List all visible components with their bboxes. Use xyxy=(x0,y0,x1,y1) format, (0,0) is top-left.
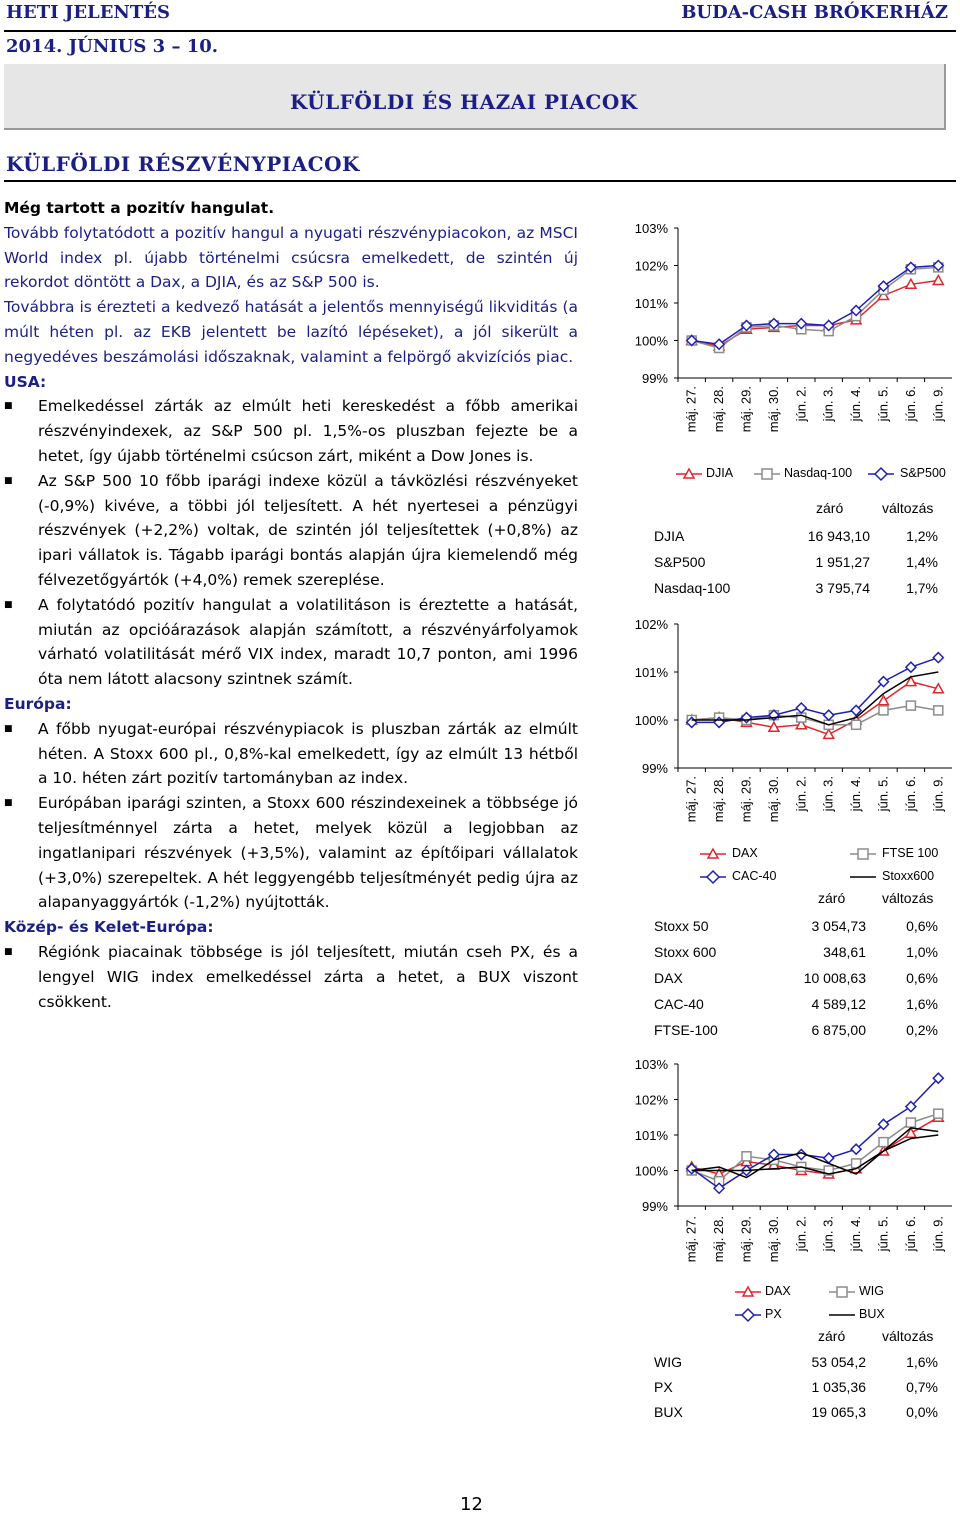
x-tick-label: jún. 5. xyxy=(875,776,891,812)
legend-label-wig: WIG xyxy=(859,1284,884,1298)
europe-chart-legend xyxy=(700,844,960,888)
table-header-row xyxy=(600,1328,960,1348)
article-headline: Még tartott a pozitív hangulat. xyxy=(4,199,275,217)
x-tick-label: jún. 2. xyxy=(793,1216,809,1252)
x-tick-label: jún. 6. xyxy=(902,386,918,422)
europe-index-table xyxy=(600,890,960,1050)
usa-bullet: ■ Az S&P 500 10 főbb iparági indexe közül a távközlési részvényeket (-0,9%) kivéve, a többi jól teljesített. A hét nyertesei a pénzügyi részvények (+2,2%) voltak, de szintén jól teljesítettek (+0,8%) az ipari vállatok is. Tágabb iparági bontás alapján újra kiemelendő még félvezetőgyártók (+4,0%) remek szereplése. xyxy=(4,469,578,593)
x-tick-label: jún. 5. xyxy=(875,386,891,422)
x-tick-label: jún. 4. xyxy=(848,386,864,422)
header-change: változás xyxy=(882,1328,934,1344)
data-point xyxy=(933,276,943,285)
data-point xyxy=(906,677,916,686)
index-change: 0,2% xyxy=(906,1022,938,1038)
us-index-table xyxy=(600,500,960,610)
legend-square-icon xyxy=(837,1287,847,1297)
index-name: PX xyxy=(654,1379,673,1395)
usa-bullet: ■ Emelkedéssel zárták az elmúlt heti kereskedést a főbb amerikai részvényindexek, az S&P 500 pl. 1,5%-os pluszban fejezte be a hetet, így újabb történelmi csúcson zárt, miként a Dow Jones is. xyxy=(4,394,578,468)
table-row xyxy=(600,1354,960,1374)
legend-label-bux: BUX xyxy=(859,1307,885,1321)
index-name: DJIA xyxy=(654,528,685,544)
y-tick-label: 101% xyxy=(634,665,668,680)
y-tick-label: 101% xyxy=(634,296,668,311)
data-point xyxy=(934,1109,943,1118)
us-chart-legend xyxy=(676,464,956,484)
us-index-chart-svg xyxy=(600,210,960,450)
subsection-rule xyxy=(4,180,956,182)
y-tick-label: 100% xyxy=(634,713,668,728)
x-tick-label: jún. 4. xyxy=(848,1216,864,1252)
legend-square-icon xyxy=(858,849,868,859)
y-tick-label: 100% xyxy=(634,1163,668,1179)
x-tick-label: máj. 29. xyxy=(738,386,754,433)
cee-index-table xyxy=(600,1328,960,1428)
x-tick-label: jún. 6. xyxy=(902,1216,918,1252)
data-point xyxy=(906,662,916,672)
table-row xyxy=(600,1022,960,1042)
header-change: változás xyxy=(882,890,934,906)
table-row xyxy=(600,944,960,964)
index-change: 1,4% xyxy=(906,554,938,570)
index-name: CAC-40 xyxy=(654,996,704,1012)
legend-label-nasdaq: Nasdaq-100 xyxy=(784,466,853,480)
x-tick-label: máj. 30. xyxy=(765,776,781,823)
x-tick-label: máj. 29. xyxy=(738,776,754,823)
index-change: 0,6% xyxy=(906,970,938,986)
header-change: változás xyxy=(882,500,934,516)
bullet-icon: ■ xyxy=(4,599,13,610)
article-intro-1: Tovább folytatódott a pozitív hangul a nyugati részvénypiacokon, az MSCI World index pl. újabb történelmi csúcsra emelkedett, de szintén új rekordot döntött a Dax, a DJIA, és az S&P 500 is. xyxy=(4,223,578,292)
data-point xyxy=(906,1118,915,1127)
data-point xyxy=(742,1152,751,1161)
data-point xyxy=(796,703,806,713)
table-row xyxy=(600,1404,960,1424)
index-close: 4 589,12 xyxy=(811,996,866,1012)
y-tick-label: 103% xyxy=(634,1057,668,1072)
x-tick-label: máj. 28. xyxy=(711,776,727,823)
series-line-nasdaq-100 xyxy=(692,267,939,348)
bullet-icon: ■ xyxy=(4,723,13,734)
report-date: 2014. JÚNIUS 3 – 10. xyxy=(6,36,219,57)
article-body xyxy=(4,196,578,1014)
table-row xyxy=(600,970,960,990)
index-close: 16 943,10 xyxy=(807,528,870,544)
usa-heading: USA: xyxy=(4,372,47,391)
y-tick-label: 99% xyxy=(641,761,668,776)
legend-diamond-icon xyxy=(742,1309,754,1321)
header-close: záró xyxy=(818,890,846,906)
index-close: 6 875,00 xyxy=(811,1022,866,1038)
report-title: HETI JELENTÉS xyxy=(6,2,170,23)
y-tick-label: 99% xyxy=(641,1199,668,1214)
index-name: Stoxx 600 xyxy=(654,944,717,960)
table-row xyxy=(600,1379,960,1399)
subsection-title: KÜLFÖLDI RÉSZVÉNYPIACOK xyxy=(6,152,360,176)
broker-name: BUDA-CASH BRÓKERHÁZ xyxy=(681,2,948,23)
section-title: KÜLFÖLDI ÉS HAZAI PIACOK xyxy=(290,90,638,114)
europe-index-chart-svg xyxy=(600,606,960,836)
x-tick-label: máj. 27. xyxy=(683,386,699,433)
series-line-ftse-100 xyxy=(692,706,939,725)
data-point xyxy=(933,653,943,663)
index-name: FTSE-100 xyxy=(654,1022,718,1038)
page-number: 12 xyxy=(460,1494,483,1515)
y-tick-label: 102% xyxy=(634,1092,668,1108)
x-tick-label: máj. 30. xyxy=(765,1216,781,1263)
europe-index-chart xyxy=(600,606,960,836)
x-tick-label: máj. 28. xyxy=(711,386,727,433)
index-name: S&P500 xyxy=(654,554,706,570)
index-change: 1,7% xyxy=(906,580,938,596)
index-change: 0,7% xyxy=(906,1379,938,1395)
index-close: 3 054,73 xyxy=(811,918,866,934)
x-tick-label: jún. 5. xyxy=(875,1216,891,1252)
index-change: 0,0% xyxy=(906,1404,938,1420)
data-point xyxy=(824,710,834,720)
header-rule xyxy=(4,30,956,32)
legend-label-px: PX xyxy=(765,1307,782,1321)
index-close: 10 008,63 xyxy=(803,970,866,986)
table-header-row xyxy=(600,500,960,520)
x-tick-label: máj. 27. xyxy=(683,776,699,823)
legend-label-dax: DAX xyxy=(765,1284,791,1298)
legend-diamond-icon xyxy=(875,468,887,480)
data-point xyxy=(906,1128,916,1137)
table-row xyxy=(600,554,960,574)
index-name: Stoxx 50 xyxy=(654,918,709,934)
series-line-stoxx600 xyxy=(692,672,939,725)
legend-label-djia: DJIA xyxy=(706,466,734,480)
y-tick-label: 102% xyxy=(634,258,668,274)
legend-label-stoxx: Stoxx600 xyxy=(882,869,935,883)
table-header-row xyxy=(600,890,960,910)
index-change: 1,6% xyxy=(906,996,938,1012)
x-tick-label: jún. 4. xyxy=(848,776,864,812)
index-close: 1 951,27 xyxy=(815,554,870,570)
index-close: 348,61 xyxy=(823,944,866,960)
table-row xyxy=(600,528,960,548)
table-row xyxy=(600,580,960,600)
table-row xyxy=(600,996,960,1016)
usa-bullet: ■ A folytatódó pozitív hangulat a volatilitáson is éreztette a hatását, miután az opcióárazások alapján számított, a részvényárfolyamok várható volatilitását mérő VIX index, maradt 10,7 ponton, ami 1996 óta nem látott alacsony szintnek számít. xyxy=(4,593,578,692)
index-change: 1,0% xyxy=(906,944,938,960)
y-tick-label: 101% xyxy=(634,1128,668,1143)
header-close: záró xyxy=(818,1328,846,1344)
table-row xyxy=(600,918,960,938)
index-close: 1 035,36 xyxy=(811,1379,866,1395)
cee-bullet: ■ Régiónk piacainak többsége is jól teljesített, miután cseh PX, és a lengyel WIG index emelkedéssel zárta a hetet, a BUX viszont csökkent. xyxy=(4,940,578,1014)
index-name: BUX xyxy=(654,1404,683,1420)
y-tick-label: 103% xyxy=(634,221,668,236)
x-tick-label: máj. 30. xyxy=(765,386,781,433)
cee-chart-legend xyxy=(735,1282,960,1326)
series-line-cac-40 xyxy=(692,658,939,723)
europe-bullet: ■ Európában iparági szinten, a Stoxx 600 részindexeinek a többsége jó teljesítménnyel zárta a hetet, melyek közül a legjobban az ingatlanipari részvények (+3,5%), valamint az építőipari vállalatok (+3,0%) szerepeltek. A hét leggyengébb teljesítményét pedig újra az alapanyaggyártók (-1,2%) nyújtották. xyxy=(4,791,578,915)
legend-label-sp500: S&P500 xyxy=(900,466,946,480)
x-tick-label: jún. 9. xyxy=(930,1216,946,1252)
x-tick-label: máj. 28. xyxy=(711,1216,727,1263)
header-close: záró xyxy=(816,500,844,516)
bullet-icon: ■ xyxy=(4,946,13,957)
x-tick-label: jún. 9. xyxy=(930,386,946,422)
index-change: 1,2% xyxy=(906,528,938,544)
data-point xyxy=(879,1138,888,1147)
index-change: 1,6% xyxy=(906,1354,938,1370)
series-line-djia xyxy=(692,281,939,347)
x-tick-label: máj. 29. xyxy=(738,1216,754,1263)
legend-label-cac: CAC-40 xyxy=(732,869,777,883)
index-close: 53 054,2 xyxy=(811,1354,866,1370)
x-tick-label: máj. 27. xyxy=(683,1216,699,1263)
legend-label-dax: DAX xyxy=(732,846,758,860)
us-index-chart xyxy=(600,210,960,450)
europe-bullet: ■ A főbb nyugat-európai részvénypiacok is pluszban zárták az elmúlt héten. A Stoxx 600 pl., 0,8%-kal emelkedett, így az elmúlt 13 hétből a 10. héten zárt pozitív tartományban az index. xyxy=(4,717,578,791)
y-tick-label: 99% xyxy=(641,371,668,386)
cee-index-chart xyxy=(600,1050,960,1280)
legend-diamond-icon xyxy=(707,871,719,883)
x-tick-label: jún. 2. xyxy=(793,386,809,422)
data-point xyxy=(852,720,861,729)
y-tick-label: 100% xyxy=(634,333,668,349)
bullet-icon: ■ xyxy=(4,475,13,486)
cee-index-chart-svg xyxy=(600,1050,960,1280)
legend-label-ftse: FTSE 100 xyxy=(882,846,939,860)
legend-square-icon xyxy=(762,469,772,479)
data-point xyxy=(906,701,915,710)
data-point xyxy=(934,706,943,715)
index-name: WIG xyxy=(654,1354,682,1370)
x-tick-label: jún. 6. xyxy=(902,776,918,812)
x-tick-label: jún. 3. xyxy=(820,386,836,422)
index-change: 0,6% xyxy=(906,918,938,934)
x-tick-label: jún. 2. xyxy=(793,776,809,812)
data-point xyxy=(879,706,888,715)
bullet-icon: ■ xyxy=(4,798,13,809)
y-tick-label: 102% xyxy=(634,617,668,632)
cee-heading: Közép- és Kelet-Európa: xyxy=(4,918,214,937)
index-close: 3 795,74 xyxy=(815,580,870,596)
x-tick-label: jún. 3. xyxy=(820,776,836,812)
x-tick-label: jún. 3. xyxy=(820,1216,836,1252)
article-intro-2: Továbbra is érezteti a kedvező hatását a jelentős mennyiségű likviditás (a múlt héten pl. az EKB jelentett be lazító lépéseket), a jól sikerült a negyedéves beszámolási időszaknak, valamint a felpörgő akvizíciós piac. xyxy=(4,298,578,366)
index-name: DAX xyxy=(654,970,683,986)
bullet-icon: ■ xyxy=(4,401,13,412)
index-name: Nasdaq-100 xyxy=(654,580,731,596)
series-line-dax xyxy=(692,1117,939,1174)
europe-heading: Európa: xyxy=(4,694,72,713)
x-tick-label: jún. 9. xyxy=(930,776,946,812)
index-close: 19 065,3 xyxy=(811,1404,866,1420)
